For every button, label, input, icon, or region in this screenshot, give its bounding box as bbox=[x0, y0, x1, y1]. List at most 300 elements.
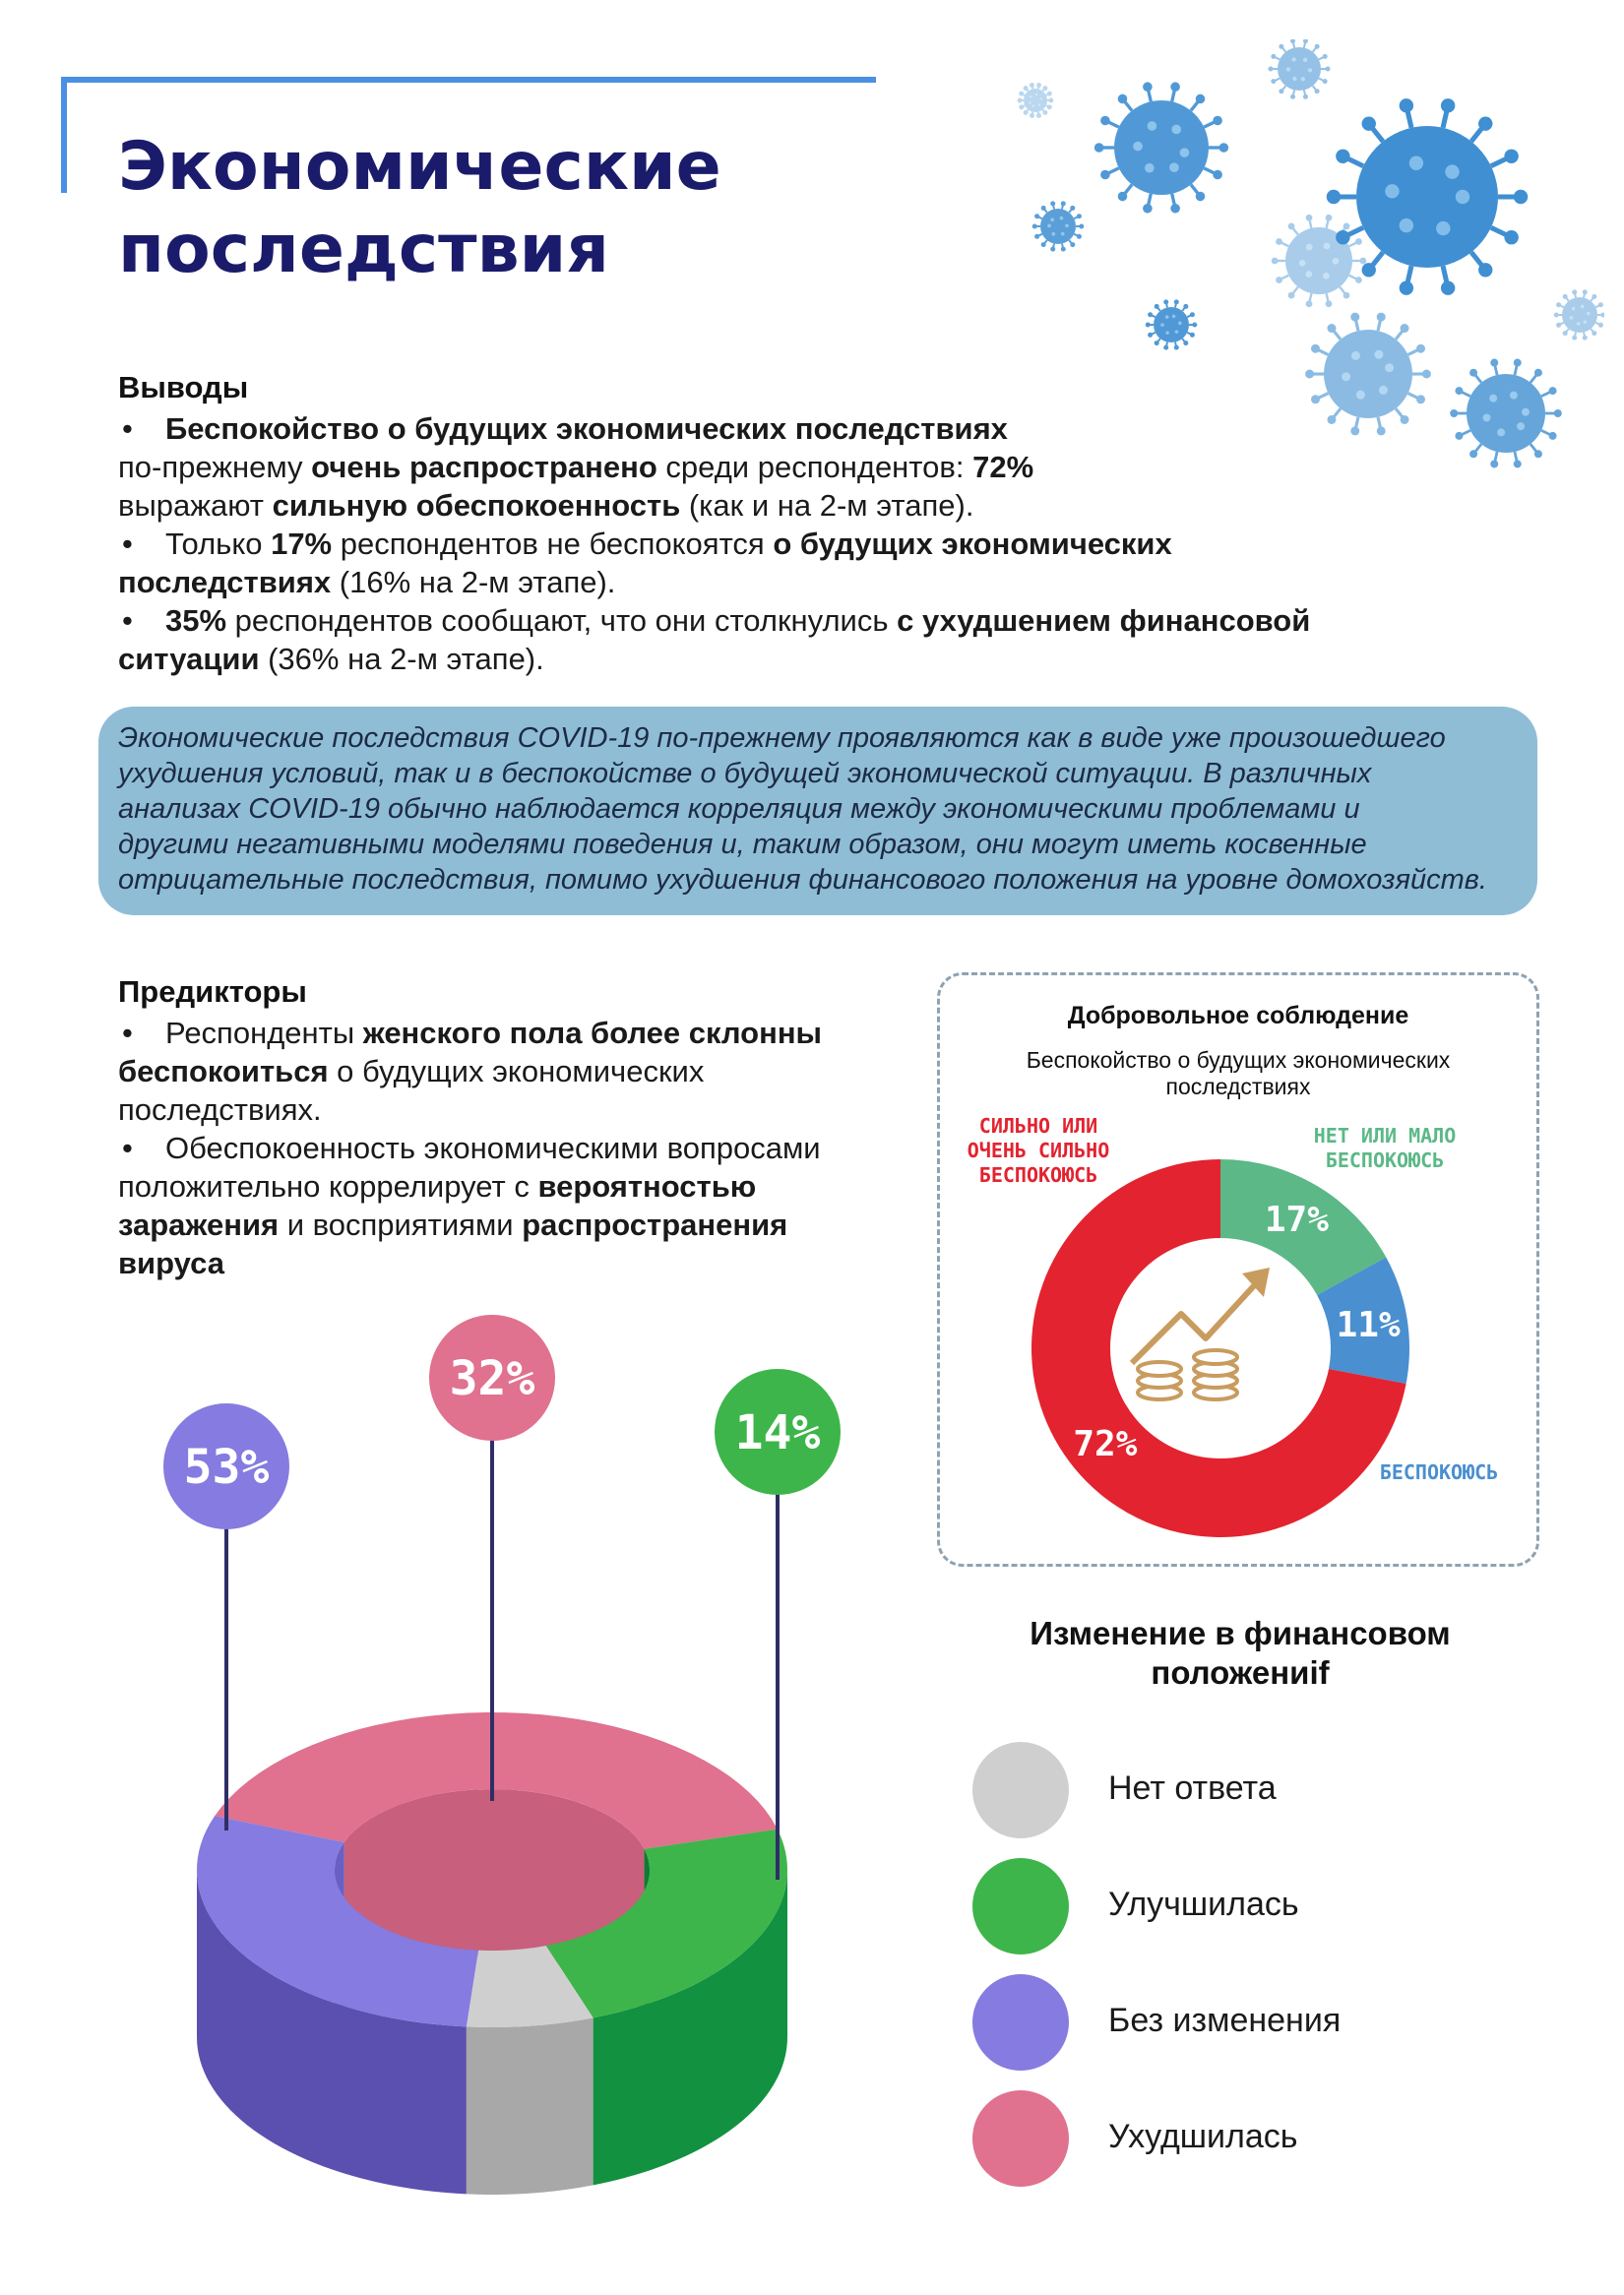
legend-swatch-improved bbox=[972, 1858, 1069, 1954]
virus-spike-tip bbox=[1034, 234, 1039, 239]
virus-spot bbox=[1030, 95, 1031, 97]
legend-item-no-answer bbox=[972, 1742, 1524, 1840]
label-strong-line1: СИЛЬНО ИЛИ bbox=[978, 1114, 1098, 1138]
bullet: • bbox=[122, 411, 133, 446]
virus-spike-tip bbox=[1213, 116, 1222, 126]
virus-spike-tip bbox=[1036, 113, 1041, 118]
virus-spike-tip bbox=[1050, 247, 1055, 252]
predictor-2-line2 bbox=[118, 1167, 906, 1206]
virus-spike-tip bbox=[1118, 192, 1128, 202]
virus-body bbox=[1040, 209, 1076, 244]
conclusion-2-t3: (16% на 2-м этапе). bbox=[331, 565, 616, 599]
virus-spike-tip bbox=[1504, 230, 1518, 244]
virus-spike-tip bbox=[1061, 247, 1066, 252]
conclusion-3-t1: респондентов сообщают, что они столкнулись bbox=[226, 603, 898, 638]
virus-spike-tip bbox=[1556, 302, 1561, 307]
conclusion-1-bold3: 72% bbox=[972, 450, 1034, 484]
virus-spike-tip bbox=[1598, 302, 1603, 307]
label-noworry-line1: НЕТ ИЛИ МАЛО bbox=[1313, 1124, 1457, 1148]
virus-spot bbox=[1409, 156, 1423, 170]
worry-donut-chart bbox=[1014, 1142, 1427, 1555]
virus-spike-tip bbox=[1041, 242, 1046, 247]
virus-spike-tip bbox=[1326, 215, 1333, 221]
virus-spike-tip bbox=[1441, 280, 1455, 294]
growth-arrow bbox=[1132, 1279, 1260, 1363]
virus-spike-tip bbox=[1190, 333, 1195, 338]
ring-chart-marks bbox=[163, 1315, 841, 2195]
virus-spot bbox=[1436, 221, 1450, 235]
virus-spot bbox=[1060, 217, 1064, 220]
virus-spike-tip bbox=[1024, 86, 1029, 91]
legend-swatch-worsened bbox=[972, 2090, 1069, 2187]
conclusion-3-bold2: с ухудшением финансовой bbox=[897, 603, 1311, 638]
predictor-1-bold2: беспокоиться bbox=[118, 1054, 329, 1088]
virus-spike-tip bbox=[1350, 313, 1359, 322]
virus-spike-tip bbox=[1556, 323, 1561, 328]
conclusions-section bbox=[118, 370, 1476, 678]
note-line2: ухудшения условий, так и в беспокойстве о будущей экономической ситуации. В различных bbox=[118, 758, 1372, 789]
virus-spike-tip bbox=[1279, 89, 1283, 93]
conclusion-1-line2 bbox=[118, 448, 1476, 486]
virus-spot bbox=[1445, 164, 1459, 178]
virus-spike-tip bbox=[1355, 277, 1362, 283]
bullet: • bbox=[122, 603, 133, 638]
virus-spike-tip bbox=[1343, 292, 1350, 299]
virus-spike-tip bbox=[1327, 190, 1341, 204]
virus-spot bbox=[1169, 162, 1179, 172]
virus-spike-tip bbox=[1306, 300, 1313, 307]
legend-title-line1: Изменение в финансовом bbox=[1030, 1615, 1451, 1651]
virus-icon bbox=[1554, 289, 1604, 340]
coin bbox=[1138, 1362, 1181, 1376]
bullet: • bbox=[122, 1131, 133, 1165]
virus-spike-tip bbox=[1326, 300, 1333, 307]
virus-spike-tip bbox=[1019, 104, 1024, 109]
virus-spike-tip bbox=[1174, 299, 1179, 304]
page-title-line1: Экономические bbox=[118, 128, 721, 206]
virus-spike-tip bbox=[1377, 313, 1386, 322]
conclusion-1-bold4: сильную обеспокоенность bbox=[272, 488, 681, 523]
virus-spike-tip bbox=[1050, 201, 1055, 206]
predictors-text bbox=[118, 1014, 906, 1282]
predictors-heading: Предикторы bbox=[118, 974, 307, 1009]
virus-spot bbox=[1050, 217, 1054, 221]
conclusion-1-t1: по-прежнему bbox=[118, 450, 312, 484]
virus-spike-tip bbox=[1148, 312, 1153, 317]
virus-icon bbox=[1018, 83, 1054, 118]
conclusion-3-line2 bbox=[118, 640, 1476, 678]
virus-spike-tip bbox=[1048, 98, 1053, 103]
virus-spike-tip bbox=[1268, 67, 1273, 72]
legend-title-line2: положениif bbox=[1151, 1654, 1330, 1691]
virus-spot bbox=[1510, 392, 1518, 400]
virus-spike-tip bbox=[1118, 94, 1128, 104]
virus-spike-tip bbox=[1478, 116, 1492, 130]
virus-spike-tip bbox=[1315, 44, 1320, 49]
label-worry-line1: БЕСПОКОЮСЬ bbox=[1379, 1460, 1499, 1484]
virus-spot bbox=[1587, 312, 1591, 316]
virus-spot bbox=[1038, 103, 1040, 105]
virus-spot bbox=[1570, 316, 1574, 320]
virus-spot bbox=[1303, 58, 1307, 62]
virus-spike-tip bbox=[1146, 323, 1151, 328]
ring-value-label: 53% bbox=[183, 1440, 270, 1495]
virus-spike-tip bbox=[1572, 289, 1577, 294]
virus-spike-tip bbox=[1174, 345, 1179, 350]
virus-body bbox=[1024, 89, 1047, 112]
virus-spike-tip bbox=[1554, 313, 1559, 318]
conclusion-3-t2: (36% на 2-м этапе). bbox=[259, 642, 544, 676]
virus-spot bbox=[1522, 408, 1530, 416]
virus-spike-tip bbox=[1276, 238, 1282, 245]
conclusion-3-line1 bbox=[118, 601, 1476, 640]
virus-spot bbox=[1291, 57, 1295, 61]
virus-spot bbox=[1324, 243, 1331, 250]
virus-spike-tip bbox=[1343, 223, 1350, 230]
page-title bbox=[118, 126, 886, 291]
virus-spot bbox=[1385, 184, 1399, 198]
virus-spike-tip bbox=[1170, 82, 1180, 92]
virus-spot bbox=[1133, 142, 1143, 152]
virus-spot bbox=[1581, 305, 1585, 309]
virus-spike-tip bbox=[1170, 204, 1180, 214]
coin bbox=[1194, 1350, 1237, 1364]
legend-swatch-no-answer bbox=[972, 1742, 1069, 1838]
virus-spike-tip bbox=[1598, 323, 1603, 328]
legend-swatch-unchanged bbox=[972, 1974, 1069, 2071]
predictor-2-bold1: вероятностью bbox=[537, 1169, 757, 1204]
conclusion-2-line2 bbox=[118, 563, 1476, 601]
conclusion-1-bold2: очень распространено bbox=[311, 450, 657, 484]
virus-spot bbox=[1456, 190, 1469, 204]
virus-body bbox=[1278, 47, 1321, 91]
virus-spike-tip bbox=[1288, 223, 1295, 230]
predictor-1-line1 bbox=[118, 1014, 906, 1052]
virus-spot bbox=[1333, 258, 1340, 265]
virus-spike-tip bbox=[1094, 143, 1104, 153]
predictor-1-bold1: женского пола более склонны bbox=[362, 1016, 823, 1050]
virus-spot bbox=[1165, 315, 1169, 319]
label-noworry-line2: БЕСПОКОЮСЬ bbox=[1325, 1148, 1445, 1172]
title-accent-bar bbox=[61, 77, 67, 193]
virus-spot bbox=[1572, 307, 1576, 311]
virus-spike-tip bbox=[1163, 345, 1168, 350]
virus-spike-tip bbox=[1036, 83, 1041, 88]
legend-label-unchanged: Без изменения bbox=[1108, 2002, 1342, 2039]
virus-icon bbox=[1327, 98, 1528, 295]
predictor-2-bold2: заражения bbox=[118, 1208, 280, 1242]
conclusion-1-t3: выражают bbox=[118, 488, 273, 523]
virus-spike-tip bbox=[1143, 204, 1153, 214]
virus-spike-tip bbox=[1563, 331, 1568, 336]
virus-spike-tip bbox=[1534, 369, 1542, 377]
legend-label-improved: Улучшилась bbox=[1108, 1886, 1299, 1923]
virus-spike-tip bbox=[1400, 280, 1413, 294]
virus-spot bbox=[1148, 121, 1157, 131]
virus-spike-tip bbox=[1290, 94, 1295, 99]
virus-spike-tip bbox=[1018, 98, 1023, 103]
virus-spike-tip bbox=[1288, 292, 1295, 299]
predictor-2-line3 bbox=[118, 1206, 906, 1244]
virus-spike-tip bbox=[1401, 324, 1409, 333]
legend-item-improved bbox=[972, 1858, 1524, 1956]
virus-spike-tip bbox=[1030, 83, 1034, 88]
virus-spot bbox=[1584, 320, 1588, 324]
virus-spike-tip bbox=[1047, 92, 1052, 96]
predictor-1-line2 bbox=[118, 1052, 906, 1090]
virus-spike-tip bbox=[1534, 450, 1542, 458]
predictor-2-line1 bbox=[118, 1129, 906, 1167]
conclusion-2-bold3: последствиях bbox=[118, 565, 332, 599]
donut-value-label: 72% bbox=[1073, 1423, 1138, 1464]
note-line4: другими негативными моделями поведения и, таким образом, они могут иметь косвенные bbox=[118, 829, 1367, 860]
virus-spike-tip bbox=[1490, 460, 1498, 467]
virus-icon bbox=[1032, 201, 1085, 251]
virus-spike-tip bbox=[1323, 54, 1328, 59]
virus-spot bbox=[1323, 273, 1330, 279]
virus-spot bbox=[1301, 77, 1305, 81]
virus-spike-tip bbox=[1416, 344, 1425, 353]
conclusion-2-t1: Только bbox=[165, 527, 272, 561]
virus-spot bbox=[1052, 232, 1056, 236]
virus-spike-tip bbox=[1183, 304, 1188, 309]
financial-change-ring-chart bbox=[98, 1279, 886, 2264]
virus-spot bbox=[1171, 125, 1181, 135]
virus-spike-tip bbox=[1592, 331, 1596, 336]
virus-spot bbox=[1308, 68, 1312, 72]
virus-icon bbox=[1094, 82, 1228, 213]
virus-spot bbox=[1577, 322, 1581, 326]
virus-spike-tip bbox=[1148, 333, 1153, 338]
virus-spike-tip bbox=[1042, 86, 1047, 91]
virus-spike-tip bbox=[1362, 116, 1376, 130]
conclusion-2-t2: респондентов не беспокоятся bbox=[332, 527, 774, 561]
virus-spike-tip bbox=[1514, 190, 1528, 204]
virus-spike-tip bbox=[1359, 258, 1366, 265]
virus-spike-tip bbox=[1326, 67, 1331, 72]
virus-spot bbox=[1517, 422, 1525, 430]
virus-spike-tip bbox=[1155, 304, 1159, 309]
virus-spot bbox=[1180, 148, 1190, 157]
virus-spike-tip bbox=[1290, 39, 1295, 43]
virus-spike-tip bbox=[1549, 432, 1557, 440]
virus-spike-tip bbox=[1303, 94, 1308, 99]
predictor-1-t2: о будущих экономических bbox=[328, 1054, 705, 1088]
predictor-1-line3: последствиях. bbox=[118, 1092, 322, 1127]
predictor-2-line4 bbox=[118, 1244, 906, 1282]
legend-label-no-answer: Нет ответа bbox=[1108, 1769, 1277, 1807]
virus-spot bbox=[1299, 260, 1306, 267]
virus-body bbox=[1114, 100, 1209, 195]
virus-spot bbox=[1286, 67, 1290, 71]
coins-growth-icon bbox=[1132, 1268, 1270, 1399]
virus-spike-tip bbox=[1030, 113, 1034, 118]
predictors-section bbox=[118, 974, 906, 1282]
note-line1: Экономические последствия COVID-19 по-прежнему проявляются как в виде уже произошедшего bbox=[118, 722, 1446, 754]
virus-spike-tip bbox=[1583, 336, 1588, 341]
virus-spike-tip bbox=[1100, 170, 1110, 180]
predictor-2-t3: и восприятиями bbox=[279, 1208, 523, 1242]
virus-body bbox=[1467, 374, 1545, 453]
donut-marks bbox=[1031, 1159, 1409, 1537]
virus-spike-tip bbox=[1592, 294, 1596, 299]
virus-spot bbox=[1047, 224, 1051, 228]
virus-spike-tip bbox=[1336, 150, 1349, 163]
virus-spike-tip bbox=[1196, 192, 1206, 202]
virus-spike-tip bbox=[1272, 258, 1279, 265]
bullet: • bbox=[122, 1016, 133, 1050]
virus-spike-tip bbox=[1514, 359, 1522, 367]
virus-spike-tip bbox=[1032, 224, 1037, 229]
virus-spot bbox=[1145, 163, 1155, 173]
virus-spike-tip bbox=[1306, 215, 1313, 221]
note-box bbox=[98, 707, 1537, 915]
virus-spot bbox=[1172, 315, 1176, 319]
virus-spike-tip bbox=[1504, 150, 1518, 163]
virus-spot bbox=[1483, 413, 1491, 421]
virus-spike-tip bbox=[1490, 359, 1498, 367]
virus-spike-tip bbox=[1143, 82, 1153, 92]
legend-title bbox=[965, 1614, 1516, 1693]
virus-spot bbox=[1292, 77, 1296, 81]
virus-spike-tip bbox=[1041, 206, 1046, 211]
conclusion-1-bold1: Беспокойство о будущих экономических последствиях bbox=[165, 411, 1008, 446]
ring-value-label: 14% bbox=[734, 1405, 821, 1460]
virus-spike-tip bbox=[1077, 234, 1082, 239]
virus-spike-tip bbox=[1019, 92, 1024, 96]
virus-spike-tip bbox=[1276, 277, 1282, 283]
virus-spike-tip bbox=[1327, 324, 1336, 333]
virus-spike-tip bbox=[1070, 206, 1075, 211]
donut-value-label: 11% bbox=[1336, 1305, 1401, 1346]
virus-spike-tip bbox=[1362, 263, 1376, 277]
predictor-2-bold4: вируса bbox=[118, 1246, 224, 1280]
label-strong-line3: БЕСПОКОЮСЬ bbox=[978, 1163, 1098, 1187]
predictor-2-t2: положительно коррелирует с bbox=[118, 1169, 538, 1204]
virus-spike-tip bbox=[1070, 242, 1075, 247]
virus-spike-tip bbox=[1047, 104, 1052, 109]
virus-spike-tip bbox=[1190, 312, 1195, 317]
conclusion-2-line1 bbox=[118, 525, 1476, 563]
legend-item-worsened bbox=[972, 2090, 1524, 2189]
bullet: • bbox=[122, 527, 133, 561]
virus-spot bbox=[1061, 232, 1065, 236]
virus-spike-tip bbox=[1323, 79, 1328, 84]
predictor-2-t1: Обеспокоенность экономическими вопросами bbox=[165, 1131, 821, 1165]
page-title-line2: последствия bbox=[118, 211, 609, 288]
virus-spot bbox=[1035, 93, 1037, 95]
virus-spike-tip bbox=[1355, 238, 1362, 245]
conclusions-text bbox=[118, 409, 1476, 678]
legend-item-unchanged bbox=[972, 1974, 1524, 2073]
virus-spike-tip bbox=[1572, 336, 1577, 341]
virus-spike-tip bbox=[1271, 54, 1276, 59]
predictor-1-t1: Респонденты bbox=[165, 1016, 363, 1050]
virus-spot bbox=[1029, 101, 1031, 103]
conclusion-3-bold3: ситуации bbox=[118, 642, 260, 676]
ring-side-wall bbox=[467, 2017, 593, 2195]
ring-value-label: 32% bbox=[449, 1351, 535, 1406]
virus-spot bbox=[1305, 271, 1312, 278]
virus-body bbox=[1285, 227, 1352, 294]
virus-spike-tip bbox=[1077, 214, 1082, 218]
virus-icon bbox=[1272, 215, 1367, 307]
virus-spike-tip bbox=[1583, 289, 1588, 294]
virus-spike-tip bbox=[1213, 170, 1222, 180]
virus-spot bbox=[1351, 351, 1360, 360]
virus-spike-tip bbox=[1549, 387, 1557, 395]
virus-spike-tip bbox=[1155, 341, 1159, 345]
conclusions-heading: Выводы bbox=[118, 370, 249, 404]
virus-spike-tip bbox=[1219, 143, 1229, 153]
virus-body bbox=[1356, 126, 1498, 268]
label-strong-line2: ОЧЕНЬ СИЛЬНО bbox=[967, 1139, 1110, 1162]
conclusion-2-bold1: 17% bbox=[271, 527, 333, 561]
conclusion-2-bold2: о будущих экономических bbox=[773, 527, 1172, 561]
conclusion-3-bold1: 35% bbox=[165, 603, 227, 638]
virus-spot bbox=[1400, 218, 1413, 232]
conclusion-1-t2: среди респондентов: bbox=[656, 450, 973, 484]
virus-spike-tip bbox=[1196, 94, 1206, 104]
virus-body bbox=[1154, 307, 1189, 342]
virus-spike-tip bbox=[1563, 294, 1568, 299]
virus-spot bbox=[1306, 244, 1313, 251]
virus-spot bbox=[1160, 323, 1164, 327]
conclusion-1-line1 bbox=[118, 409, 1476, 448]
virus-spike-tip bbox=[1100, 116, 1110, 126]
virus-spike-tip bbox=[1441, 98, 1455, 112]
virus-spot bbox=[1065, 223, 1069, 227]
conclusion-1-t4: (как и на 2-м этапе). bbox=[680, 488, 974, 523]
virus-spike-tip bbox=[1024, 110, 1029, 115]
virus-spot bbox=[1032, 104, 1034, 106]
virus-spike-tip bbox=[1042, 110, 1047, 115]
virus-spot bbox=[1175, 330, 1179, 334]
virus-spike-tip bbox=[1514, 460, 1522, 467]
virus-spike-tip bbox=[1192, 323, 1197, 328]
virus-spot bbox=[1178, 322, 1182, 326]
virus-spike-tip bbox=[1315, 89, 1320, 93]
virus-spike-tip bbox=[1554, 409, 1562, 417]
legend-label-worsened: Ухудшилась bbox=[1108, 2118, 1298, 2155]
virus-spike-tip bbox=[1079, 224, 1084, 229]
virus-spot bbox=[1374, 350, 1383, 359]
virus-spike-tip bbox=[1279, 44, 1283, 49]
virus-body bbox=[1562, 297, 1597, 333]
virus-spike-tip bbox=[1303, 39, 1308, 43]
virus-spot bbox=[1489, 395, 1497, 403]
note-line3: анализах COVID-19 обычно наблюдается корреляция между экономическими проблемами и bbox=[118, 793, 1360, 825]
virus-spot bbox=[1040, 97, 1042, 99]
predictor-2-bold3: распространения bbox=[522, 1208, 788, 1242]
virus-spike-tip bbox=[1271, 79, 1276, 84]
virus-spike-tip bbox=[1183, 341, 1188, 345]
note-line5: отрицательные последствия, помимо ухудшения финансового положения на уровне домохозяйств. bbox=[118, 864, 1487, 896]
conclusion-1-line3 bbox=[118, 486, 1476, 525]
virus-icon bbox=[1146, 299, 1198, 349]
virus-icon bbox=[1268, 39, 1330, 99]
note-text bbox=[118, 720, 1518, 898]
virus-spot bbox=[1497, 428, 1505, 436]
worry-chart-title: Добровольное соблюдение bbox=[1067, 1002, 1409, 1029]
virus-spike-tip bbox=[1600, 313, 1604, 318]
virus-spike-tip bbox=[1163, 299, 1168, 304]
virus-spot bbox=[1165, 331, 1169, 335]
virus-spike-tip bbox=[1034, 214, 1039, 218]
donut-value-label: 17% bbox=[1264, 1200, 1329, 1241]
virus-spike-tip bbox=[1311, 344, 1320, 353]
virus-spike-tip bbox=[1400, 98, 1413, 112]
